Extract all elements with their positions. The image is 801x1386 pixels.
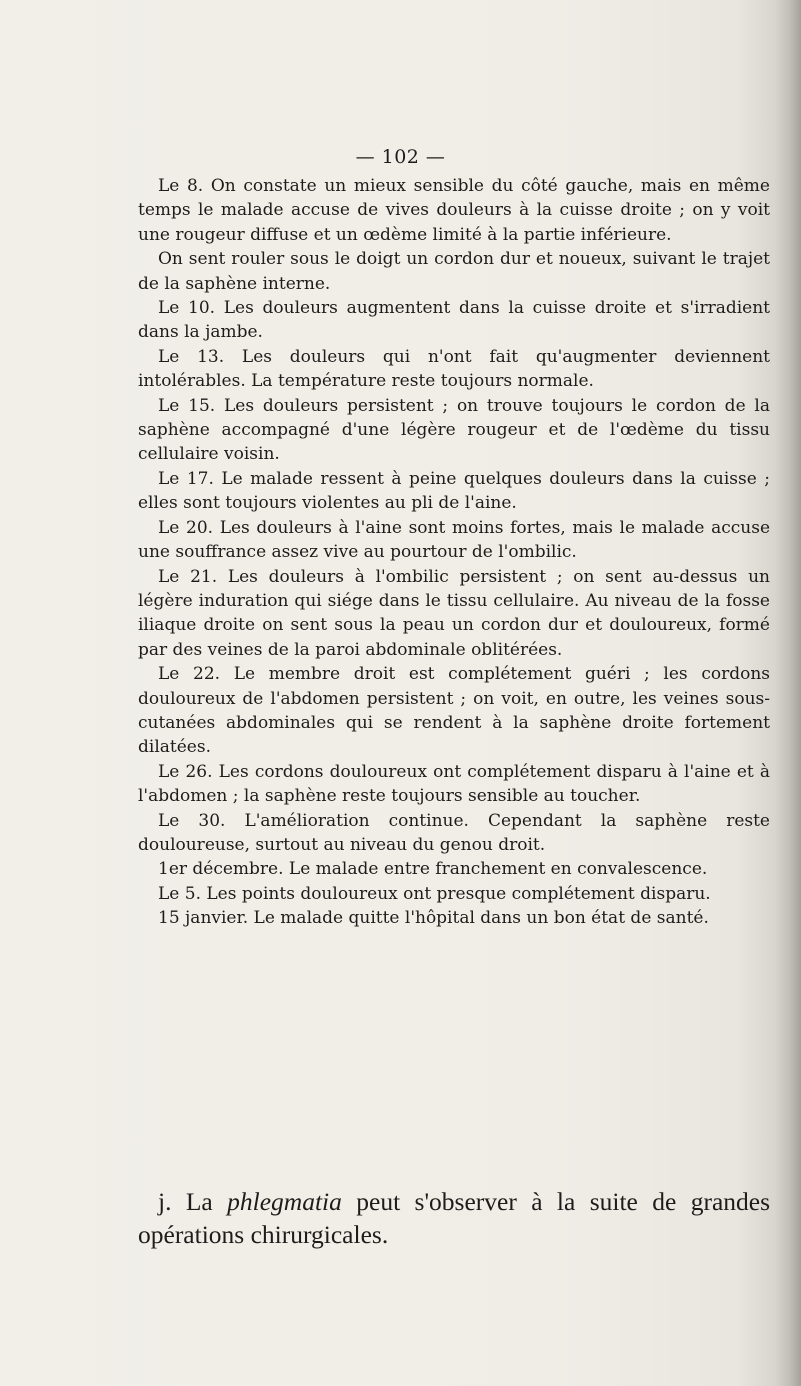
closing-prefix: j. La bbox=[158, 1187, 228, 1216]
paragraph-cordon: On sent rouler sous le doigt un cordon dur et noueux, suivant le trajet de la saphène interne. bbox=[138, 249, 770, 294]
paragraph-15-janvier: 15 janvier. Le malade quitte l'hôpital dans un bon état de santé. bbox=[158, 908, 709, 929]
paragraph-le-13: Le 13. Les douleurs qui n'ont fait qu'augmenter deviennent intolérables. La température reste toujours normale. bbox=[138, 346, 770, 392]
paragraph-le-17: Le 17. Le malade ressent à peine quelques douleurs dans la cuisse ; elles sont toujours violentes au pli de l'aine. bbox=[138, 468, 770, 514]
paragraph-le-10: Le 10. Les douleurs augmentent dans la cuisse droite et s'irradient dans la jambe. bbox=[138, 298, 770, 343]
paragraph-1er-decembre: 1er décembre. Le malade entre franchement en convalescence. bbox=[158, 859, 708, 880]
page-number: — 102 — bbox=[355, 146, 446, 168]
closing-suffix: peut s'observer à la suite de grandes opérations chirurgicales. bbox=[138, 1187, 771, 1249]
paragraph-le-22: Le 22. Le membre droit est complétement guéri ; les cordons douloureux de l'abdomen persistent ; on voit, en outre, les veines sous-cutanées abdominales qui se rendent à la saphène droite fortement dilatées. bbox=[138, 664, 770, 758]
closing-paragraph bbox=[138, 1185, 770, 1251]
paragraph-le-21: Le 21. Les douleurs à l'ombilic persistent ; on sent au-dessus un légère induration qui siége dans le tissu cellulaire. Au niveau de la fosse iliaque droite on sent sous la peau un cordon dur et douloureux, formé par des veines de la paroi abdominale oblitérées. bbox=[138, 566, 770, 660]
paragraph-le-20: Le 20. Les douleurs à l'aine sont moins fortes, mais le malade accuse une souffrance assez vive au pourtour de l'ombilic. bbox=[138, 517, 770, 563]
page-edge-shadow bbox=[775, 0, 801, 1386]
paragraph-le-30: Le 30. L'amélioration continue. Cependant la saphène reste douloureuse, surtout au niveau du genou droit. bbox=[138, 810, 770, 855]
paragraph-le-8: Le 8. On constate un mieux sensible du côté gauche, mais en même temps le malade accuse de vives douleurs à la cuisse droite ; on y voit une rougeur diffuse et un œdème limité à la partie inférieure. bbox=[138, 176, 770, 245]
paragraph-le-5: Le 5. Les points douloureux ont presque complétement disparu. bbox=[158, 883, 711, 904]
closing-italic-term: phlegmatia bbox=[227, 1187, 342, 1216]
paragraph-le-26: Le 26. Les cordons douloureux ont complétement disparu à l'aine et à l'abdomen ; la saphène reste toujours sensible au toucher. bbox=[138, 761, 770, 807]
body-text bbox=[138, 174, 770, 931]
paragraph-le-15: Le 15. Les douleurs persistent ; on trouve toujours le cordon de la saphène accompagné d'une légère rougeur et de l'œdème du tissu cellulaire voisin. bbox=[138, 395, 770, 465]
